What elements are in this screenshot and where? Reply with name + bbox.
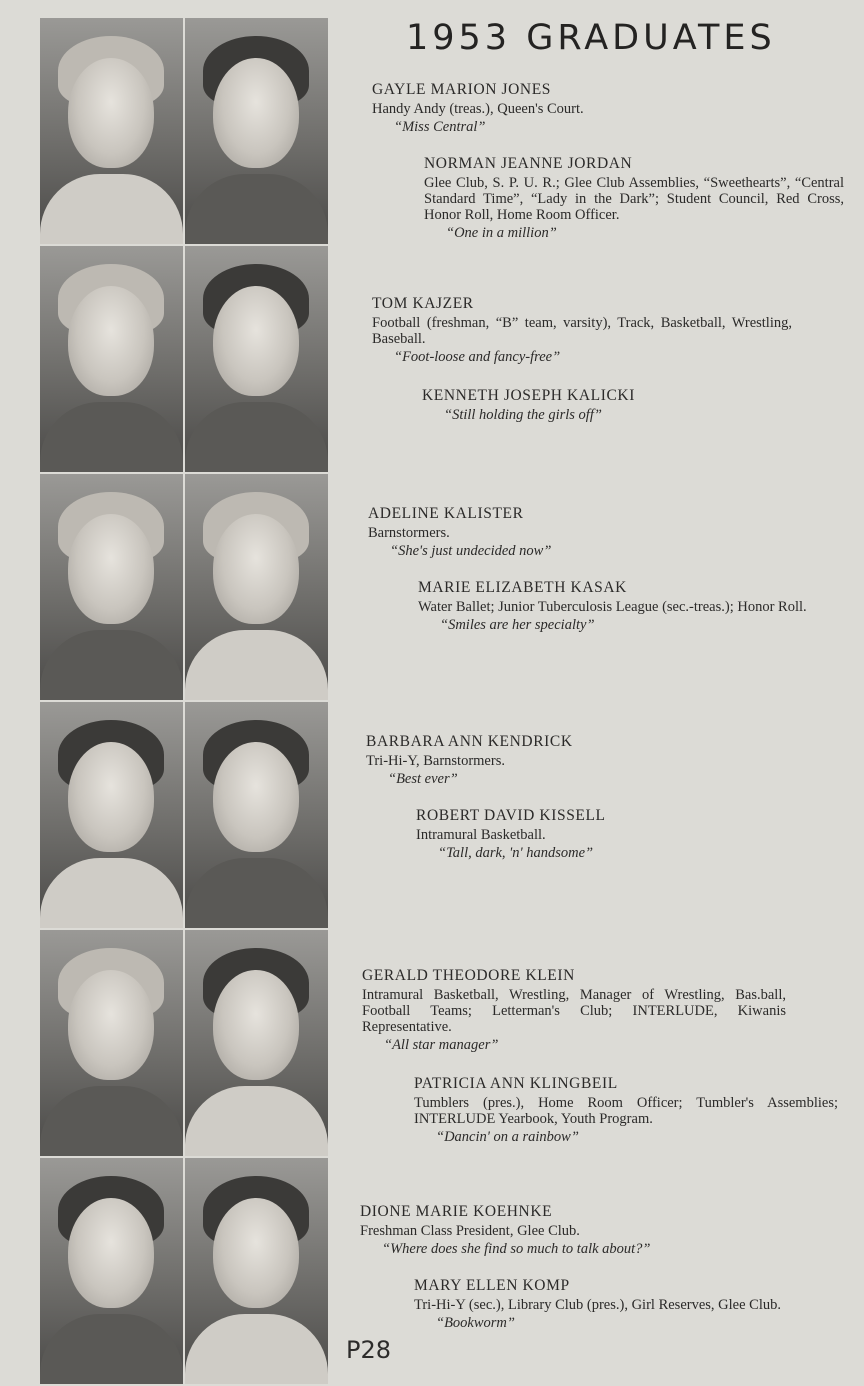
graduate-quote: “Smiles are her specialty” bbox=[440, 617, 595, 633]
graduate-activities: Tri-Hi-Y (sec.), Library Club (pres.), Girl Reserves, Glee Club. bbox=[414, 1297, 781, 1313]
portrait-photo bbox=[185, 702, 328, 928]
graduate-name: MARY ELLEN KOMP bbox=[414, 1277, 570, 1294]
graduate-name: ROBERT DAVID KISSELL bbox=[416, 807, 606, 824]
graduate-name: DIONE MARIE KOEHNKE bbox=[360, 1203, 553, 1220]
graduate-entry bbox=[414, 1076, 838, 1145]
graduate-activities: Tumblers (pres.), Home Room Officer; Tumbler's Assemblies; INTERLUDE Yearbook, Youth Program. bbox=[414, 1095, 838, 1127]
photo-row bbox=[40, 1158, 334, 1384]
portrait-photo bbox=[40, 474, 183, 700]
graduate-quote: “Foot-loose and fancy-free” bbox=[394, 349, 561, 365]
graduate-quote: “Dancin' on a rainbow” bbox=[436, 1129, 579, 1145]
graduate-activities: Football (freshman, “B” team, varsity), Track, Basketball, Wrestling, Baseball. bbox=[372, 315, 792, 347]
portrait-photo bbox=[40, 702, 183, 928]
graduate-activities: Water Ballet; Junior Tuberculosis League (sec.-treas.); Honor Roll. bbox=[418, 599, 807, 615]
portrait-photo bbox=[40, 246, 183, 472]
portrait-photo bbox=[185, 930, 328, 1156]
graduate-name: GERALD THEODORE KLEIN bbox=[362, 967, 575, 984]
graduate-name: BARBARA ANN KENDRICK bbox=[366, 733, 573, 750]
portrait-photo bbox=[40, 18, 183, 244]
portrait-photo bbox=[185, 18, 328, 244]
graduate-entry bbox=[372, 82, 832, 135]
graduate-name: KENNETH JOSEPH KALICKI bbox=[422, 387, 635, 404]
graduate-quote: “One in a million” bbox=[446, 225, 557, 241]
graduate-entry bbox=[414, 1278, 834, 1331]
graduate-quote: “Tall, dark, 'n' handsome” bbox=[438, 845, 594, 861]
portrait-photo bbox=[185, 474, 328, 700]
graduate-entry bbox=[416, 808, 836, 861]
graduate-entry bbox=[372, 296, 792, 365]
photo-row bbox=[40, 246, 334, 472]
graduate-entry bbox=[368, 506, 788, 559]
graduate-activities: Tri-Hi-Y, Barnstormers. bbox=[366, 753, 505, 769]
graduate-name: NORMAN JEANNE JORDAN bbox=[424, 155, 633, 172]
graduate-quote: “Best ever” bbox=[388, 771, 458, 787]
graduate-quote: “Bookworm” bbox=[436, 1315, 515, 1331]
graduate-activities: Handy Andy (treas.), Queen's Court. bbox=[372, 101, 584, 117]
graduate-entry bbox=[362, 968, 786, 1053]
page-number: P28 bbox=[346, 1336, 392, 1364]
graduate-activities: Intramural Basketball, Wrestling, Manager of Wrestling, Bas.ball, Football Teams; Letterman's Club; INTERLUDE, Kiwanis Representative. bbox=[362, 987, 786, 1035]
graduate-quote: “All star manager” bbox=[384, 1037, 499, 1053]
portrait-photo bbox=[185, 246, 328, 472]
graduate-entry bbox=[366, 734, 786, 787]
graduate-quote: “She's just undecided now” bbox=[390, 543, 552, 559]
graduate-activities: Intramural Basketball. bbox=[416, 827, 546, 843]
graduate-name: PATRICIA ANN KLINGBEIL bbox=[414, 1075, 618, 1092]
photo-row bbox=[40, 474, 334, 700]
graduate-quote: “Miss Central” bbox=[394, 119, 486, 135]
graduate-quote: “Still holding the girls off” bbox=[444, 407, 602, 423]
photo-row bbox=[40, 930, 334, 1156]
page-title: 1953 GRADUATES bbox=[406, 18, 776, 58]
graduate-entry bbox=[424, 156, 844, 241]
portrait-photo bbox=[185, 1158, 328, 1384]
graduate-activities: Barnstormers. bbox=[368, 525, 450, 541]
graduate-entry bbox=[422, 388, 842, 423]
graduate-activities: Freshman Class President, Glee Club. bbox=[360, 1223, 580, 1239]
graduate-name: ADELINE KALISTER bbox=[368, 505, 524, 522]
graduate-name: MARIE ELIZABETH KASAK bbox=[418, 579, 627, 596]
graduate-activities: Glee Club, S. P. U. R.; Glee Club Assemblies, “Sweethearts”, “Central Standard Time”, “Lady in the Dark”; Student Council, Red Cross, Honor Roll, Home Room Officer. bbox=[424, 175, 844, 223]
graduate-name: GAYLE MARION JONES bbox=[372, 81, 552, 98]
graduate-quote: “Where does she find so much to talk about?” bbox=[382, 1241, 651, 1257]
graduate-name: TOM KAJZER bbox=[372, 295, 474, 312]
graduate-entry bbox=[360, 1204, 790, 1257]
portrait-photo bbox=[40, 1158, 183, 1384]
portrait-photo bbox=[40, 930, 183, 1156]
photo-row bbox=[40, 702, 334, 928]
photo-row bbox=[40, 18, 334, 244]
graduate-entry bbox=[418, 580, 838, 633]
